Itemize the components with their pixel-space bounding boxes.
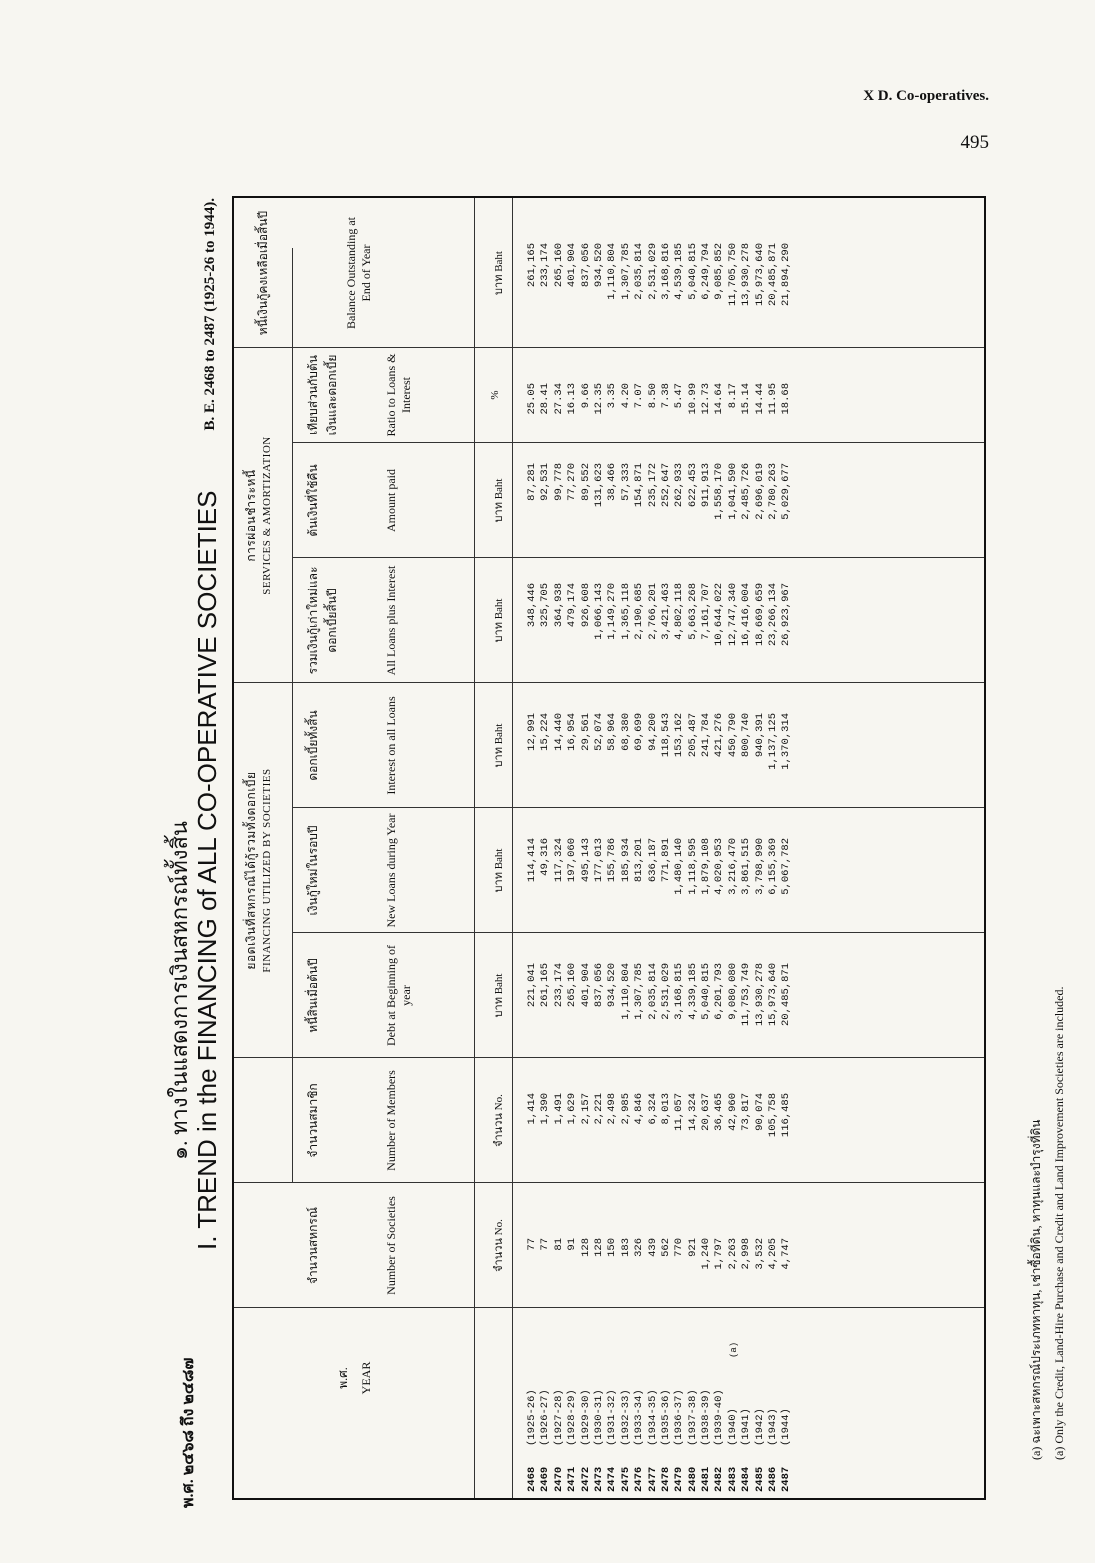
members-cell: 2,985 (619, 1093, 632, 1125)
ratio-cell: 9.66 (579, 383, 592, 409)
interest-cell: 14,440 (552, 713, 565, 751)
newloans-cell: 3,798,990 (753, 838, 766, 895)
societies-cell: 921 (686, 1238, 699, 1257)
debt-cell: 1,307,785 (633, 963, 646, 1020)
be-year-cell: 2471 (566, 1466, 579, 1492)
be-year-cell: 2480 (686, 1466, 699, 1492)
allloans-cell: 7,161,707 (700, 583, 713, 640)
allloans-cell: 1,365,118 (619, 583, 632, 640)
unit-newloans: บาท Baht (493, 848, 505, 893)
english-title: I. TREND in the FINANCING of ALL CO-OPERATIVE SOCIETIES (192, 490, 222, 1250)
debt-cell: 11,753,749 (740, 963, 753, 1027)
year-cell: (1936-37) (673, 1389, 686, 1446)
ratio-cell: 8.17 (726, 383, 739, 409)
header-societies-thai: จำนวนสหกรณ์ (306, 1207, 320, 1284)
members-cell: 11,057 (673, 1093, 686, 1131)
paid-cell: 1,041,590 (726, 463, 739, 520)
be-year-cell: 2478 (659, 1466, 672, 1492)
interest-cell: 1,370,314 (780, 713, 793, 770)
members-cell: 14,324 (686, 1093, 699, 1131)
allloans-cell: 18,669,659 (753, 583, 766, 647)
header-allloans-english: All Loans plus Interest (384, 565, 398, 676)
newloans-cell: 636,187 (646, 838, 659, 883)
header-paid-english: Amount paid (384, 469, 398, 532)
paid-cell: 99,778 (552, 463, 565, 501)
interest-cell: 12,991 (526, 713, 538, 751)
be-year-cell: 2481 (700, 1466, 713, 1492)
newloans-cell: 155,786 (606, 838, 619, 883)
year-cell: (1944) (780, 1408, 793, 1446)
members-cell: 2,498 (606, 1093, 619, 1125)
debt-cell: 5,040,815 (700, 963, 713, 1020)
debt-cell: 221,041 (526, 963, 538, 1008)
debt-cell: 2,035,814 (646, 963, 659, 1020)
col-divider (234, 1307, 984, 1308)
be-year-cell: 2469 (539, 1466, 552, 1492)
members-cell: 42,960 (726, 1093, 739, 1131)
ratio-column (526, 383, 794, 438)
year-cell: (1927-28) (552, 1389, 565, 1446)
societies-column (526, 1238, 794, 1298)
members-column (526, 1093, 794, 1168)
paid-cell: 262,933 (673, 463, 686, 508)
allloans-cell: 1,149,270 (606, 583, 619, 640)
members-cell: 20,637 (700, 1093, 713, 1131)
page-number: 495 (960, 132, 989, 153)
societies-cell: 562 (659, 1238, 672, 1257)
ratio-cell: 14.44 (753, 383, 766, 415)
balance-cell: 9,085,852 (713, 243, 726, 300)
ratio-cell: 5.47 (673, 383, 686, 409)
ratio-cell: 28.41 (539, 383, 552, 415)
be-year-cell: 2474 (606, 1466, 619, 1492)
col-divider (234, 682, 984, 683)
year-cell: (1937-38) (686, 1389, 699, 1446)
header-allloans-thai: รวมเงินกู้เก่าใหม่และดอกเบี้ยสิ้นปี (306, 566, 339, 675)
societies-cell: 81 (552, 1238, 565, 1251)
paid-cell: 2,780,263 (767, 463, 780, 520)
societies-cell: 128 (592, 1238, 605, 1257)
col-divider (234, 347, 984, 348)
balance-cell: 2,035,814 (633, 243, 646, 300)
be-year-column (526, 1467, 794, 1492)
members-cell: 1,390 (539, 1093, 552, 1125)
ratio-cell: 12.73 (700, 383, 713, 415)
services-group-thai: การผ่อนชำระหนี้ (244, 469, 258, 562)
debt-column (526, 963, 794, 1048)
thai-year-range: พ.ศ. ๒๔๖๘ ถึง ๒๔๘๗ (180, 1357, 197, 1508)
newloans-cell: 114,414 (526, 838, 538, 883)
members-cell: 2,221 (592, 1093, 605, 1125)
paid-cell: 154,871 (633, 463, 646, 508)
interest-cell: 68,380 (619, 713, 632, 751)
header-balance-english: Balance Outstanding at End of Year (344, 217, 373, 329)
interest-cell: 94,200 (646, 713, 659, 751)
interest-cell: 205,487 (686, 713, 699, 758)
paid-cell: 92,531 (539, 463, 552, 501)
be-year-cell: 2479 (673, 1466, 686, 1492)
debt-cell: 3,168,815 (673, 963, 686, 1020)
be-year-cell: 2470 (552, 1466, 565, 1492)
paid-cell: 77,270 (566, 463, 579, 501)
debt-cell: 261,165 (539, 963, 552, 1008)
header-rule (474, 198, 475, 1498)
balance-cell: 4,539,185 (673, 243, 686, 300)
ratio-cell: 12.35 (592, 383, 605, 415)
debt-cell: 265,160 (566, 963, 579, 1008)
ratio-cell: 25.05 (526, 383, 538, 415)
balance-cell: 15,973,640 (753, 243, 766, 307)
newloans-cell: 5,067,782 (780, 838, 793, 895)
societies-cell: 2,263 (726, 1238, 739, 1270)
year-cell: (1940) (726, 1408, 739, 1446)
thai-title: ๑. ทางในแสดงการเงินสหกรณ์ทั้งสิ้น (167, 821, 192, 1160)
year-cell: (1938-39) (700, 1389, 713, 1446)
be-year-cell: 2477 (646, 1466, 659, 1492)
societies-cell: 183 (619, 1238, 632, 1257)
year-cell: (1931-32) (606, 1389, 619, 1446)
col-divider (292, 807, 984, 808)
paid-cell: 89,552 (579, 463, 592, 501)
balance-cell: 3,168,816 (659, 243, 672, 300)
paid-cell: 622,453 (686, 463, 699, 508)
allloans-cell: 10,644,022 (713, 583, 726, 647)
newloans-cell: 3,216,470 (726, 838, 739, 895)
newloans-cell: 177,013 (592, 838, 605, 883)
balance-column (526, 243, 794, 338)
ratio-cell: 8.50 (646, 383, 659, 409)
balance-cell: 21,894,290 (780, 243, 793, 307)
allloans-cell: 364,938 (552, 583, 565, 628)
paid-cell: 38,466 (606, 463, 619, 501)
debt-cell: 13,930,278 (753, 963, 766, 1027)
allloans-cell: 16,416,004 (740, 583, 753, 647)
allloans-cell: 1,066,143 (592, 583, 605, 640)
col-divider (292, 932, 984, 933)
interest-cell: 940,391 (753, 713, 766, 758)
ratio-cell: 15.14 (740, 383, 753, 415)
societies-cell: 150 (606, 1238, 619, 1257)
newloans-cell: 1,879,108 (700, 838, 713, 895)
balance-cell: 2,531,029 (646, 243, 659, 300)
financing-group-thai: ยอดเงินที่สหกรณ์ได้กู้รวมทั้งดอกเบี้ย (244, 771, 258, 970)
header-year-english: YEAR (359, 1361, 373, 1395)
be-year-cell: 2484 (740, 1466, 753, 1492)
balance-cell: 401,904 (566, 243, 579, 288)
allloans-cell: 2,766,201 (646, 583, 659, 640)
section-label: X D. Co-operatives. (863, 88, 989, 104)
header-members-english: Number of Members (384, 1070, 398, 1171)
members-cell: 36,465 (713, 1093, 726, 1131)
interest-cell: 58,964 (606, 713, 619, 751)
unit-members: จำนวน No. (493, 1094, 505, 1147)
be-year-cell: 2487 (780, 1466, 793, 1492)
allloans-cell: 5,663,268 (686, 583, 699, 640)
year-cell: (1942) (753, 1408, 766, 1446)
interest-cell: 52,074 (592, 713, 605, 751)
interest-cell: 16,954 (566, 713, 579, 751)
group-header-rule (292, 248, 293, 1183)
allloans-cell: 479,174 (566, 583, 579, 628)
debt-cell: 837,056 (592, 963, 605, 1008)
ratio-cell: 7.38 (659, 383, 672, 409)
societies-cell: 77 (526, 1238, 538, 1251)
col-divider (292, 557, 984, 558)
header-interest-thai: ดอกเบี้ยทั้งสิ้น (306, 710, 320, 781)
debt-cell: 15,973,640 (767, 963, 780, 1027)
societies-cell: 1,797 (713, 1238, 726, 1270)
balance-cell: 837,056 (579, 243, 592, 288)
interest-cell: 1,137,125 (767, 713, 780, 770)
year-cell: (1925-26) (526, 1389, 538, 1446)
unit-societies: จำนวน No. (493, 1219, 505, 1272)
societies-cell: 128 (579, 1238, 592, 1257)
balance-cell: 11,705,750 (726, 243, 739, 307)
unit-allloans: บาท Baht (493, 598, 505, 643)
allloans-cell: 4,802,118 (673, 583, 686, 640)
interest-cell: 29,561 (579, 713, 592, 751)
interest-cell: 800,740 (740, 713, 753, 758)
header-year-thai: พ.ศ. (336, 1367, 350, 1389)
balance-cell: 6,249,794 (700, 243, 713, 300)
allloans-column (526, 583, 794, 673)
balance-cell: 934,520 (592, 243, 605, 288)
ratio-cell: 14.64 (713, 383, 726, 415)
be-year-cell: 2475 (619, 1466, 632, 1492)
balance-cell: 20,485,871 (767, 243, 780, 307)
debt-cell: 934,520 (606, 963, 619, 1008)
year-cell: (1934-35) (646, 1389, 659, 1446)
allloans-cell: 23,266,134 (767, 583, 780, 647)
paid-cell: 1,558,170 (713, 463, 726, 520)
societies-cell: 4,205 (767, 1238, 780, 1270)
be-year-cell: 2485 (753, 1466, 766, 1492)
header-paid-thai: ต้นเงินที่ใช้คืน (306, 464, 320, 537)
debt-cell: 2,531,029 (659, 963, 672, 1020)
members-cell: 105,758 (767, 1093, 780, 1138)
paid-cell: 131,623 (592, 463, 605, 508)
newloans-cell: 4,020,953 (713, 838, 726, 895)
newloans-cell: 185,934 (619, 838, 632, 883)
societies-cell: 77 (539, 1238, 552, 1251)
societies-cell: 3,532 (753, 1238, 766, 1270)
year-cell: (1933-34) (633, 1389, 646, 1446)
col-divider (234, 1057, 984, 1058)
ratio-cell: 7.07 (633, 383, 646, 409)
be-year-cell: 2486 (767, 1466, 780, 1492)
paid-column (526, 463, 794, 548)
be-year-cell: 2483 (726, 1466, 739, 1492)
be-year-cell: 2476 (633, 1466, 646, 1492)
balance-cell: 233,174 (539, 243, 552, 288)
year-cell: (1941) (740, 1408, 753, 1446)
paid-cell: 252,647 (659, 463, 672, 508)
footnote-thai: (a) ฉะเพาะสหกรณ์ประเภทหาทุน, เช่าซื้อที่ดิน, หาทุนและบำรุงที่ดิน (1029, 1119, 1043, 1460)
balance-cell: 5,040,815 (686, 243, 699, 300)
newloans-cell: 1,480,140 (673, 838, 686, 895)
allloans-cell: 3,421,463 (659, 583, 672, 640)
col-divider (292, 442, 984, 443)
interest-cell: 69,699 (633, 713, 646, 751)
header-ratio-english: Ratio to Loans & Interest (384, 353, 413, 437)
newloans-cell: 197,060 (566, 838, 579, 883)
interest-cell: 118,543 (659, 713, 672, 758)
balance-cell: 1,110,804 (606, 243, 619, 300)
paid-cell: 2,696,019 (753, 463, 766, 520)
footnote-marker: (a) (729, 1341, 739, 1358)
col-divider (234, 1182, 984, 1183)
header-newloans-thai: เงินกู้ใหม่ในรอบปี (306, 825, 320, 916)
be-year-cell: 2472 (579, 1466, 592, 1492)
interest-cell: 241,784 (700, 713, 713, 758)
header-societies-english: Number of Societies (384, 1196, 398, 1295)
year-cell: (1932-33) (619, 1389, 632, 1446)
year-cell: (1935-36) (659, 1389, 672, 1446)
ratio-cell: 18.68 (780, 383, 793, 415)
members-cell: 90,074 (753, 1093, 766, 1131)
balance-cell: 265,160 (552, 243, 565, 288)
be-year-range: B. E. 2468 to 2487 (1925-26 to 1944). (202, 198, 218, 431)
newloans-cell: 813,201 (633, 838, 646, 883)
newloans-cell: 495,143 (579, 838, 592, 883)
year-column (526, 1389, 794, 1446)
societies-cell: 91 (566, 1238, 579, 1251)
newloans-cell: 6,155,369 (767, 838, 780, 895)
services-group-english: SERVICES & AMORTIZATION (261, 436, 273, 595)
members-cell: 8,013 (659, 1093, 672, 1125)
newloans-cell: 1,118,595 (686, 838, 699, 895)
unit-ratio: % (489, 390, 501, 400)
allloans-cell: 325,705 (539, 583, 552, 628)
members-cell: 73,817 (740, 1093, 753, 1131)
ratio-cell: 27.34 (552, 383, 565, 415)
interest-cell: 450,790 (726, 713, 739, 758)
members-cell: 6,324 (646, 1093, 659, 1125)
financing-table (232, 196, 986, 1500)
societies-cell: 2,998 (740, 1238, 753, 1270)
paid-cell: 911,913 (700, 463, 713, 508)
unit-balance: บาท Baht (493, 251, 505, 295)
debt-cell: 1,110,804 (619, 963, 632, 1020)
interest-cell: 421,276 (713, 713, 726, 758)
debt-cell: 4,339,185 (686, 963, 699, 1020)
paid-cell: 235,172 (646, 463, 659, 508)
paid-cell: 5,029,677 (780, 463, 793, 520)
header-debt-english: Debt at Beginning of year (384, 945, 413, 1046)
societies-cell: 4,747 (780, 1238, 793, 1270)
unit-debt: บาท Baht (493, 973, 505, 1018)
header-debt-thai: หนี้สินเมื่อต้นปี (306, 958, 320, 1033)
year-cell: (1930-31) (592, 1389, 605, 1446)
be-year-cell: 2473 (592, 1466, 605, 1492)
societies-cell: 326 (633, 1238, 646, 1257)
debt-cell: 233,174 (552, 963, 565, 1008)
debt-cell: 401,904 (579, 963, 592, 1008)
balance-cell: 1,307,785 (619, 243, 632, 300)
allloans-cell: 12,747,340 (726, 583, 739, 647)
paid-cell: 87,281 (526, 463, 538, 501)
members-cell: 4,846 (633, 1093, 646, 1125)
ratio-cell: 16.13 (566, 383, 579, 415)
header-members-thai: จำนวนสมาชิก (306, 1083, 320, 1158)
newloans-cell: 771,891 (659, 838, 672, 883)
newloans-cell: 3,861,515 (740, 838, 753, 895)
ratio-cell: 3.35 (606, 383, 619, 409)
allloans-cell: 2,190,685 (633, 583, 646, 640)
allloans-cell: 26,923,967 (780, 583, 793, 647)
year-cell: (1939-40) (713, 1389, 726, 1446)
rotated-table-page (167, 190, 1095, 1508)
balance-cell: 13,930,278 (740, 243, 753, 307)
paid-cell: 57,333 (619, 463, 632, 501)
members-cell: 1,491 (552, 1093, 565, 1125)
financing-group-english: FINANCING UTILIZED BY SOCIETIES (261, 768, 273, 973)
year-cell: (1926-27) (539, 1389, 552, 1446)
ratio-cell: 4.20 (619, 383, 632, 409)
members-cell: 1,629 (566, 1093, 579, 1125)
header-interest-english: Interest on all Loans (384, 696, 398, 795)
newloans-cell: 117,324 (552, 838, 565, 883)
societies-cell: 770 (673, 1238, 686, 1257)
unit-paid: บาท Baht (493, 478, 505, 523)
societies-cell: 439 (646, 1238, 659, 1257)
balance-cell: 261,165 (526, 243, 538, 288)
newloans-column (526, 838, 794, 923)
header-balance-thai: หนี้เงินกู้คงเหลือเมื่อสิ้นปี (256, 210, 270, 336)
debt-cell: 6,201,793 (713, 963, 726, 1020)
debt-cell: 20,485,871 (780, 963, 793, 1027)
ratio-cell: 10.99 (686, 383, 699, 415)
unit-interest: บาท Baht (493, 723, 505, 768)
newloans-cell: 49,316 (539, 838, 552, 876)
members-cell: 1,414 (526, 1093, 538, 1125)
allloans-cell: 348,446 (526, 583, 538, 628)
year-cell: (1943) (767, 1408, 780, 1446)
paid-cell: 2,485,726 (740, 463, 753, 520)
members-cell: 2,157 (579, 1093, 592, 1125)
interest-cell: 153,162 (673, 713, 686, 758)
header-ratio-thai: เทียบส่วนกับต้นเงินและดอกเบี้ย (306, 354, 339, 436)
interest-cell: 15,224 (539, 713, 552, 751)
year-cell: (1928-29) (566, 1389, 579, 1446)
year-cell: (1929-30) (579, 1389, 592, 1446)
be-year-cell: 2482 (713, 1466, 726, 1492)
members-cell: 116,485 (780, 1093, 793, 1138)
unit-rule (512, 198, 513, 1498)
ratio-cell: 11.95 (767, 383, 780, 415)
footnote-english: (a) Only the Credit, Land-Hire Purchase and Credit and Land Improvement Societies are included. (1052, 986, 1066, 1460)
societies-cell: 1,240 (700, 1238, 713, 1270)
be-year-cell: 2468 (526, 1466, 538, 1492)
allloans-cell: 926,608 (579, 583, 592, 628)
debt-cell: 9,080,080 (726, 963, 739, 1020)
interest-column (526, 713, 794, 798)
header-newloans-english: New Loans during Year (384, 813, 398, 928)
